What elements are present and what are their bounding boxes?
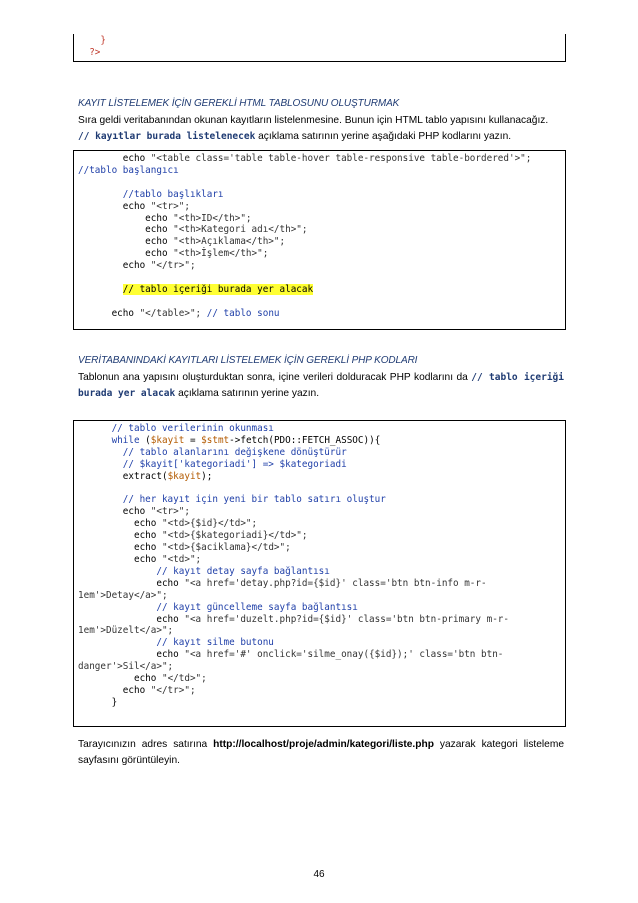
paragraph-text: açıklama satırının yerine yazın. bbox=[175, 388, 320, 399]
code-content: // tablo verilerinin okunması while ($kayit = $stmt->fetch(PDO::FETCH_ASSOC)){ // tablo alanlarını değişkene dönüştürür // $kayit['kategoriadi'] => $kategoriadi extract($kayit); // her kayıt için yeni bir tablo satırı oluştur echo "<tr>"; echo "<td>{$id}</td>"; echo "<td>{$kategoriadi}</td>"; echo "<td>{$aciklama}</td>"; echo "<td>"; // kayıt detay sayfa bağlantısı echo "<a href='detay.php?id={$id}' class='btn btn-info m-r- 1em'>Detay</a>"; // kayıt güncelleme sayfa bağlantısı echo "<a href='duzelt.php?id={$id}' class='btn btn-primary m-r- 1em'>Düzelt</a>"; // kayıt silme butonu echo "<a href='#' onclick='silme_onay({$id});' class='btn btn- danger'>Sil</a>"; echo "</td>"; echo "</tr>"; } bbox=[78, 423, 509, 708]
code-line: } bbox=[78, 35, 106, 46]
code-top-content bbox=[74, 34, 565, 59]
paragraph-text: Tablonun ana yapısını oluşturduktan sonra, içine verileri dolduracak PHP kodlarını da bbox=[78, 372, 472, 383]
section-heading-html-table: KAYIT LİSTELEMEK İÇİN GEREKLİ HTML TABLOSUNU OLUŞTURMAK bbox=[78, 98, 400, 109]
paragraph-text: açıklama satırının yerine aşağıdaki PHP kodlarını yazın. bbox=[255, 131, 512, 142]
url-text: http://localhost/proje/admin/kategori/liste.php bbox=[213, 739, 434, 750]
paragraph-text: Tarayıcınızın adres satırına bbox=[78, 739, 214, 750]
inline-code: // tablo içeriği burada yer alacak bbox=[78, 372, 564, 399]
code-content: echo "<table class='table table-hover table-responsive table-bordered'>"; //tablo başlangıcı //tablo başlıkları echo "<tr>"; echo "<th>ID</th>"; echo "<th>Kategori adı</th>"; echo "<th>Açıklama</th>"; echo "<th>İşlem</th>"; echo "</tr>"; // tablo içeriği burada yer alacak echo "</table>"; // tablo sonu bbox=[78, 153, 532, 319]
paragraph-html-table bbox=[78, 113, 564, 145]
page-number: 46 bbox=[313, 869, 325, 880]
code-block-php-loop bbox=[73, 420, 566, 727]
code-block-html-table bbox=[73, 150, 566, 330]
paragraph-open-page bbox=[78, 737, 564, 769]
inline-code: // kayıtlar burada listelenecek bbox=[78, 131, 256, 142]
highlighted-comment: // tablo içeriği burada yer alacak bbox=[122, 283, 314, 295]
paragraph-text: yazarak kategori listeleme sayfasını görüntüleyin. bbox=[78, 739, 564, 766]
paragraph-text: Sıra geldi veritabanından okunan kayıtların listelenmesine. Bunun için HTML tablo yapısını kullanacağız. bbox=[78, 115, 549, 126]
paragraph-php-codes bbox=[78, 370, 564, 402]
section-heading-php-codes: VERİTABANINDAKİ KAYITLARI LİSTELEMEK İÇİN GEREKLİ PHP KODLARI bbox=[78, 355, 418, 366]
code-block-top bbox=[73, 34, 566, 62]
code-line: ?> bbox=[78, 46, 101, 58]
